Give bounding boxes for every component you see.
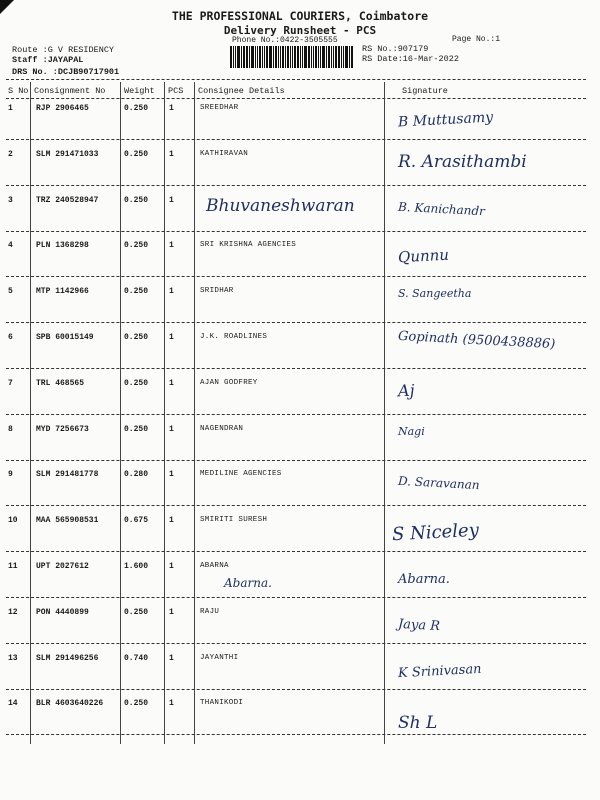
col-header-signature: Signature [402, 86, 448, 96]
barcode [230, 46, 354, 68]
pieces-count: 1 [169, 149, 174, 159]
weight-value: 0.250 [124, 333, 149, 342]
row-divider [6, 276, 586, 277]
pieces-count: 1 [169, 287, 174, 297]
serial-number: 8 [8, 424, 13, 434]
table-row [0, 652, 600, 698]
consignment-number: TRZ 240528947 [36, 195, 99, 205]
recipient-signature: B. Kanichandr [397, 199, 486, 218]
table-row [0, 468, 600, 514]
row-divider [6, 139, 586, 140]
serial-number: 7 [8, 378, 13, 388]
consignment-number: MYD 7256673 [36, 424, 89, 434]
phone-number: Phone No.:0422-3505555 [232, 36, 338, 45]
table-row [0, 102, 600, 148]
row-divider [6, 185, 586, 186]
row-divider [6, 368, 586, 369]
serial-number: 10 [8, 516, 18, 526]
recipient-signature: K Srinivasan [397, 661, 482, 681]
recipient-signature: Jaya R [397, 616, 441, 634]
handwritten-note: Bhuvaneshwaran [206, 195, 355, 216]
pieces-count: 1 [169, 516, 174, 526]
row-divider [6, 505, 586, 506]
table-row [0, 328, 600, 377]
weight-value: 0.280 [124, 470, 149, 480]
row-divider [6, 231, 586, 232]
col-header-consignee: Consignee Details [198, 86, 285, 96]
col-header-consignment: Consignment No [34, 86, 106, 96]
header-divider-top [6, 79, 586, 80]
recipient-signature: Gopinath (9500438886) [397, 328, 556, 353]
consignment-number: SLM 291471033 [36, 149, 99, 159]
col-header-sno: S No [8, 86, 29, 96]
table-row [0, 239, 600, 285]
row-divider [6, 460, 586, 461]
table-row [0, 560, 600, 606]
consignment-number: MTP 1142966 [36, 287, 89, 297]
row-divider [6, 643, 586, 644]
serial-number: 3 [8, 195, 13, 205]
recipient-signature: B Muttusamy [397, 109, 494, 131]
handwritten-note: Abarna. [224, 576, 272, 590]
serial-number: 12 [8, 607, 18, 617]
consignment-number: TRL 468565 [36, 378, 85, 388]
serial-number: 4 [8, 241, 13, 251]
consignee-name: SREEDHAR [200, 104, 239, 112]
serial-number: 1 [8, 104, 13, 113]
consignment-number: RJP 2906465 [36, 104, 89, 113]
weight-value: 0.740 [124, 653, 149, 663]
consignee-name: J.K. ROADLINES [200, 333, 268, 341]
row-divider [6, 689, 586, 690]
pieces-count: 1 [169, 333, 174, 342]
col-header-pcs: PCS [168, 86, 184, 96]
consignee-name: SRI KRISHNA AGENCIES [200, 241, 297, 250]
consignment-number: MAA 565908531 [36, 516, 99, 526]
consignee-name: AJAN GODFREY [200, 378, 258, 387]
table-row [0, 423, 600, 469]
table-row [0, 377, 600, 423]
recipient-signature: D. Saravanan [397, 474, 480, 493]
pieces-count: 1 [169, 195, 174, 205]
runsheet-subtitle: Delivery Runsheet - PCS [223, 24, 377, 37]
route-label: Route :G V RESIDENCY [12, 45, 115, 55]
consignment-number: UPT 2027612 [36, 562, 89, 571]
table-row [0, 194, 600, 240]
serial-number: 13 [8, 653, 18, 663]
row-divider [6, 414, 586, 415]
serial-number: 11 [8, 562, 18, 571]
row-divider [6, 734, 586, 735]
consignee-name: JAYANTHI [200, 653, 239, 662]
weight-value: 0.250 [124, 195, 149, 205]
row-divider [6, 322, 586, 323]
consignment-number: SLM 291481778 [36, 470, 99, 480]
pieces-count: 1 [169, 607, 174, 617]
serial-number: 5 [8, 287, 13, 297]
consignee-name: MEDILINE AGENCIES [200, 470, 282, 479]
recipient-signature: Qunnu [397, 246, 450, 267]
page-number: Page No.:1 [452, 35, 501, 44]
table-row [0, 606, 600, 652]
consignee-name: SMIRITI SURESH [200, 516, 268, 525]
weight-value: 0.250 [124, 241, 149, 251]
weight-value: 0.675 [124, 516, 149, 526]
serial-number: 2 [8, 149, 13, 159]
serial-number: 14 [8, 699, 18, 709]
pieces-count: 1 [169, 653, 174, 663]
consignee-name: NAGENDRAN [200, 424, 244, 433]
rs-number: RS No.:907179 [362, 44, 429, 54]
consignee-name: RAJU [200, 607, 220, 616]
consignee-name: THANIKODI [200, 699, 244, 708]
rs-date: RS Date:16-Mar-2022 [362, 54, 459, 64]
serial-number: 6 [8, 333, 13, 342]
col-header-weight: Weight [124, 86, 155, 96]
weight-value: 0.250 [124, 104, 149, 113]
weight-value: 0.250 [124, 424, 149, 434]
row-divider [6, 597, 586, 598]
pieces-count: 1 [169, 378, 174, 388]
weight-value: 0.250 [124, 699, 149, 709]
consignee-name: SRIDHAR [200, 287, 234, 296]
table-row [0, 514, 600, 560]
pieces-count: 1 [169, 241, 174, 251]
pieces-count: 1 [169, 104, 174, 113]
weight-value: 0.250 [124, 607, 149, 617]
drs-number: DRS No. :DCJB90717901 [12, 67, 120, 77]
consignment-number: SLM 291496256 [36, 653, 99, 663]
table-row [0, 697, 600, 743]
consignment-number: PLN 1368298 [36, 241, 89, 251]
weight-value: 0.250 [124, 287, 149, 297]
row-divider [6, 551, 586, 552]
consignment-number: BLR 4603640226 [36, 699, 104, 709]
weight-value: 1.600 [124, 562, 149, 571]
recipient-signature: Sh L [398, 713, 438, 734]
recipient-signature: S Niceley [391, 519, 480, 546]
serial-number: 9 [8, 470, 13, 480]
recipient-signature: R. Arasithambi [398, 151, 527, 172]
table-row [0, 148, 600, 194]
pieces-count: 1 [169, 699, 174, 709]
consignment-number: SPB 60015149 [36, 333, 94, 342]
pieces-count: 1 [169, 562, 174, 571]
weight-value: 0.250 [124, 378, 149, 388]
company-title: THE PROFESSIONAL COURIERS, Coimbatore [171, 9, 429, 23]
staff-label: Staff :JAYAPAL [12, 55, 84, 65]
consignee-name: KATHIRAVAN [200, 149, 249, 158]
table-row [0, 285, 600, 331]
recipient-signature: Abarna. [398, 572, 450, 587]
pieces-count: 1 [169, 470, 174, 480]
recipient-signature: S. Sangeetha [398, 287, 472, 301]
pieces-count: 1 [169, 424, 174, 434]
recipient-signature: Nagi [398, 424, 425, 438]
header-divider-bottom [6, 98, 586, 99]
consignee-name: ABARNA [200, 562, 229, 570]
weight-value: 0.250 [124, 149, 149, 159]
recipient-signature: Aj [397, 380, 416, 401]
consignment-number: PON 4440899 [36, 607, 89, 617]
